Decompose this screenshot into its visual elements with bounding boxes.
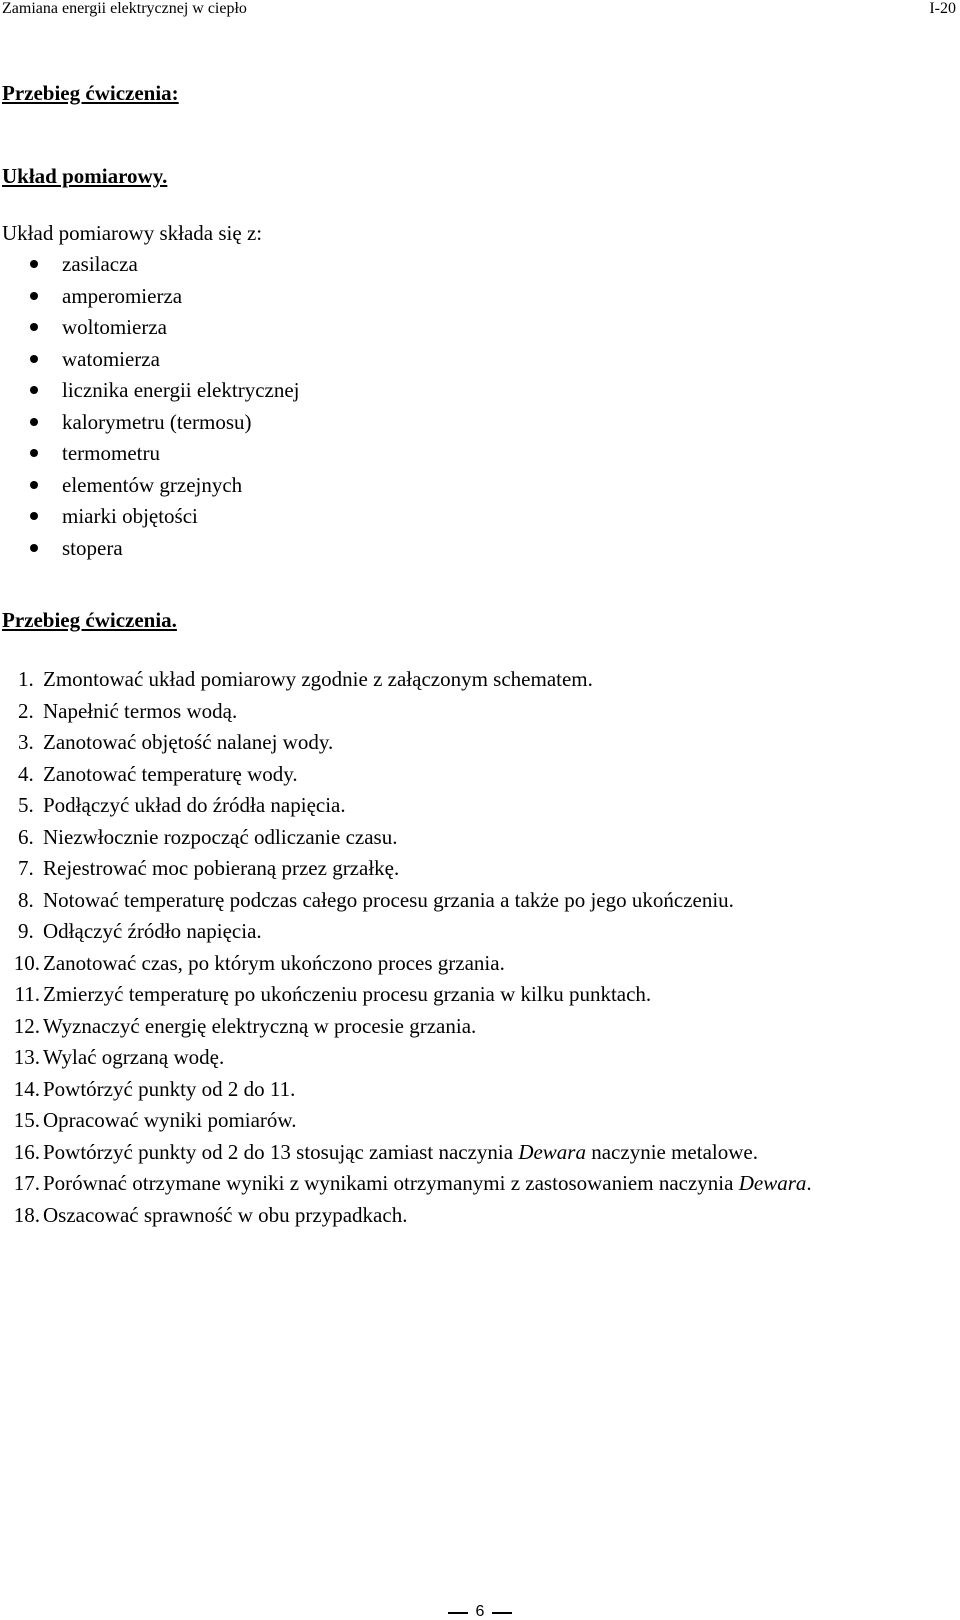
setup-intro: Układ pomiarowy składa się z:: [2, 221, 263, 245]
bullet-icon: [30, 386, 38, 394]
page-number: 6: [475, 1603, 485, 1620]
step-number: 9.: [18, 919, 34, 943]
list-item: [0, 409, 300, 441]
list-item: [0, 346, 300, 378]
equipment-item-label: licznika energii elektrycznej: [62, 378, 300, 402]
step-text-after: naczynie metalowe.: [585, 1139, 758, 1164]
equipment-item-label: watomierza: [62, 346, 160, 371]
step-number: 15.: [13, 1108, 40, 1132]
step-text: Wyznaczyć energię elektryczną w procesie grzania.: [43, 1013, 477, 1038]
step-number: 5.: [18, 793, 34, 817]
bullet-icon: [30, 544, 38, 552]
step-text: Odłączyć źródło napięcia.: [43, 919, 262, 943]
step-text: Powtórzyć punkty od 2 do 11.: [43, 1076, 296, 1101]
footer-dash-right: [492, 1612, 512, 1614]
section-heading-setup: Układ pomiarowy.: [2, 164, 168, 188]
bullet-icon: [30, 260, 38, 268]
step-text: Zanotować czas, po którym ukończono proces grzania.: [43, 950, 505, 975]
step-number: 14.: [13, 1076, 40, 1101]
list-item: [0, 314, 300, 346]
bullet-icon: [30, 418, 38, 426]
step-text: Podłączyć układ do źródła napięcia.: [43, 793, 346, 817]
step-text: Oszacować sprawność w obu przypadkach.: [43, 1202, 408, 1227]
step-number: 13.: [13, 1045, 40, 1069]
step-number: 2.: [18, 698, 34, 723]
equipment-item-label: amperomierza: [62, 283, 183, 308]
step-text: Zanotować temperaturę wody.: [43, 761, 298, 786]
step-text-before: Powtórzyć punkty od 2 do 13 stosując zamiast naczynia: [43, 1139, 519, 1164]
step-text: [43, 1139, 758, 1165]
step-text: Rejestrować moc pobieraną przez grzałkę.: [43, 856, 400, 880]
step-number: 17.: [13, 1171, 40, 1195]
equipment-item-label: elementów grzejnych: [62, 472, 243, 497]
step-number: 4.: [18, 761, 34, 786]
equipment-item-label: miarki objętości: [62, 504, 198, 528]
equipment-item-label: termometru: [62, 441, 160, 465]
section-heading-main: Przebieg ćwiczenia:: [2, 81, 179, 105]
list-item: [0, 503, 300, 535]
step-text: Wylać ogrzaną wodę.: [43, 1045, 225, 1069]
step-number: 16.: [13, 1139, 40, 1164]
step-text-italic: Dewara: [518, 1139, 586, 1164]
step-text: Napełnić termos wodą.: [43, 698, 238, 723]
step-text-after: .: [806, 1171, 812, 1195]
step-text: [43, 1170, 812, 1196]
section-heading-procedure: Przebieg ćwiczenia.: [2, 608, 177, 632]
list-item: [0, 535, 300, 567]
step-number: 6.: [18, 824, 34, 849]
list-item: [0, 251, 300, 283]
bullet-icon: [30, 449, 38, 457]
equipment-item-label: zasilacza: [62, 252, 138, 276]
step-text: Zanotować objętość nalanej wody.: [43, 730, 334, 754]
step-text-before: Porównać otrzymane wyniki z wynikami otrzymanymi z zastosowaniem naczynia: [43, 1171, 739, 1195]
list-item: [0, 283, 300, 315]
step-text-italic: Dewara: [738, 1171, 807, 1195]
page-footer: [0, 1604, 960, 1620]
step-number: 1.: [18, 667, 34, 691]
list-item: [0, 440, 300, 472]
list-item: [0, 472, 300, 504]
step-text: Zmierzyć temperaturę po ukończeniu procesu grzania w kilku punktach.: [43, 982, 652, 1006]
step-number: 8.: [18, 887, 34, 912]
equipment-item-label: kalorymetru (termosu): [62, 409, 252, 434]
document-code: I-20: [929, 0, 956, 17]
bullet-icon: [30, 481, 38, 489]
step-text: Notować temperaturę podczas całego procesu grzania a także po jego ukończeniu.: [43, 887, 734, 912]
equipment-list: [0, 251, 300, 566]
equipment-item-label: woltomierza: [62, 315, 167, 339]
step-number: 10.: [13, 950, 40, 975]
bullet-icon: [30, 292, 38, 300]
step-text: Zmontować układ pomiarowy zgodnie z załączonym schematem.: [43, 667, 593, 691]
step-number: 7.: [18, 856, 34, 880]
step-number: 3.: [18, 730, 34, 754]
footer-dash-left: [448, 1612, 468, 1614]
step-text: Niezwłocznie rozpocząć odliczanie czasu.: [43, 824, 398, 849]
running-header: [2, 0, 956, 18]
step-text: Opracować wyniki pomiarów.: [43, 1108, 297, 1132]
bullet-icon: [30, 512, 38, 520]
bullet-icon: [30, 323, 38, 331]
bullet-icon: [30, 355, 38, 363]
list-item: [0, 377, 300, 409]
step-number: 18.: [13, 1202, 40, 1227]
step-number: 11.: [14, 982, 40, 1006]
step-number: 12.: [13, 1013, 40, 1038]
document-title: Zamiana energii elektrycznej w ciepło: [2, 0, 247, 17]
equipment-item-label: stopera: [62, 535, 123, 560]
